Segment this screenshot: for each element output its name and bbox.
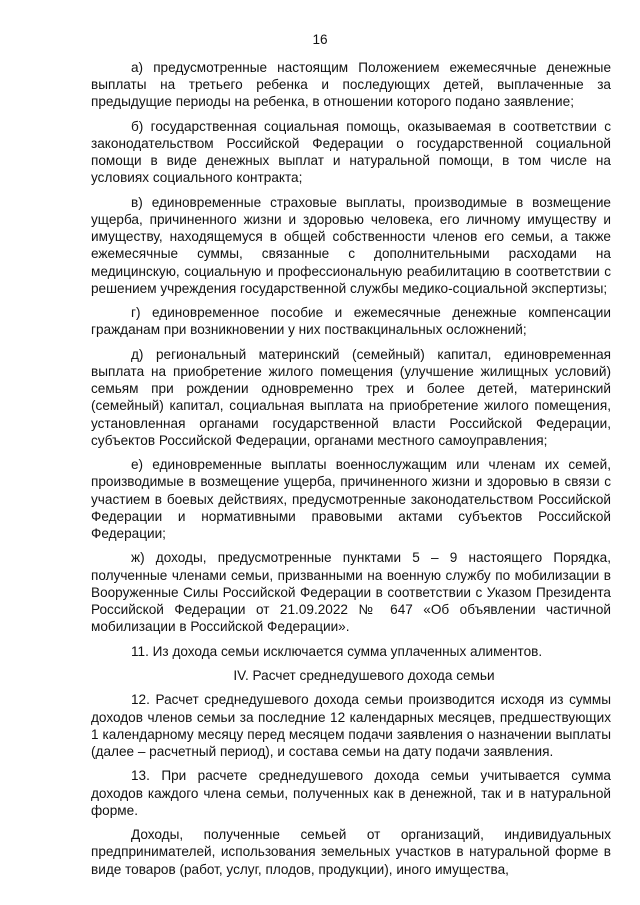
paragraph-e: е) единовременные выплаты военнослужащим или членам их семей, производимые в возмещение ущерба, причиненного жизни и здоровью в связи с участием в боевых действиях, предусмотренные законодательством Российской Федерации и нормативными правовыми актами субъектов Российской Федерации; <box>91 457 611 542</box>
paragraph-11: 11. Из дохода семьи исключается сумма уплаченных алиментов. <box>131 643 543 659</box>
paragraph-v: в) единовременные страховые выплаты, производимые в возмещение ущерба, причиненного жизни и здоровью человека, его личному имуществу и имуществу, находящемуся в общей собственности членов его семьи, а также ежемесячные суммы, связанные с дополнительными расходами на медицинскую, социальную и профессиональную реабилитацию в соответствии с решением учреждения государственной службы медико-социальной экспертизы; <box>91 194 611 296</box>
paragraph-d: д) региональный материнский (семейный) капитал, единовременная выплата на приобретение жилого помещения (улучшение жилищных условий) семьям при рождении одновременно трех и более детей, материнский (семейный) капитал, социальная выплата на приобретение жилого помещения, установленная органами государственной власти Российской Федерации, субъектов Российской Федерации, органами местного самоуправления; <box>91 346 611 448</box>
paragraph-13: 13. При расчете среднедушевого дохода семьи учитывается сумма доходов каждого члена семьи, полученных как в денежной, так и в натуральной форме. <box>91 768 611 818</box>
paragraph-b: б) государственная социальная помощь, оказываемая в соответствии с законодательством Российской Федерации о государственной социальной помощи в виде денежных выплат и натуральной помощи, в том числе на условиях социального контракта; <box>91 118 611 186</box>
page-number: 16 <box>312 32 328 47</box>
paragraph-income: Доходы, полученные семьей от организаций, индивидуальных предпринимателей, использования земельных участков в натуральной форме в виде товаров (работ, услуг, плодов, продукции), иного имущества, <box>91 827 611 877</box>
paragraph-zh: ж) доходы, предусмотренные пунктами 5 – 9 настоящего Порядка, полученные членами семьи, призванными на военную службу по мобилизации в Вооруженные Силы Российской Федерации в соответствии с Указом Президента Российской Федерации от 21.09.2022 № 647 «Об объявлении частичной мобилизации в Российской Федерации». <box>91 550 611 635</box>
paragraph-g: г) единовременное пособие и ежемесячные денежные компенсации гражданам при возникновении у них поствакцинальных осложнений; <box>91 305 611 338</box>
section-heading: IV. Расчет среднедушевого дохода семьи <box>233 668 495 683</box>
paragraph-a: а) предусмотренные настоящим Положением ежемесячные денежные выплаты на третьего ребенка и последующих детей, выплаченные за предыдущие периоды на ребенка, в отношении которого подано заявление; <box>91 60 611 110</box>
document-body <box>91 59 611 885</box>
paragraph-12: 12. Расчет среднедушевого дохода семьи производится исходя из суммы доходов членов семьи за последние 12 календарных месяцев, предшествующих 1 календарному месяцу перед месяцем подачи заявления о назначении выплаты (далее – расчетный период), и состава семьи на дату подачи заявления. <box>91 692 611 759</box>
